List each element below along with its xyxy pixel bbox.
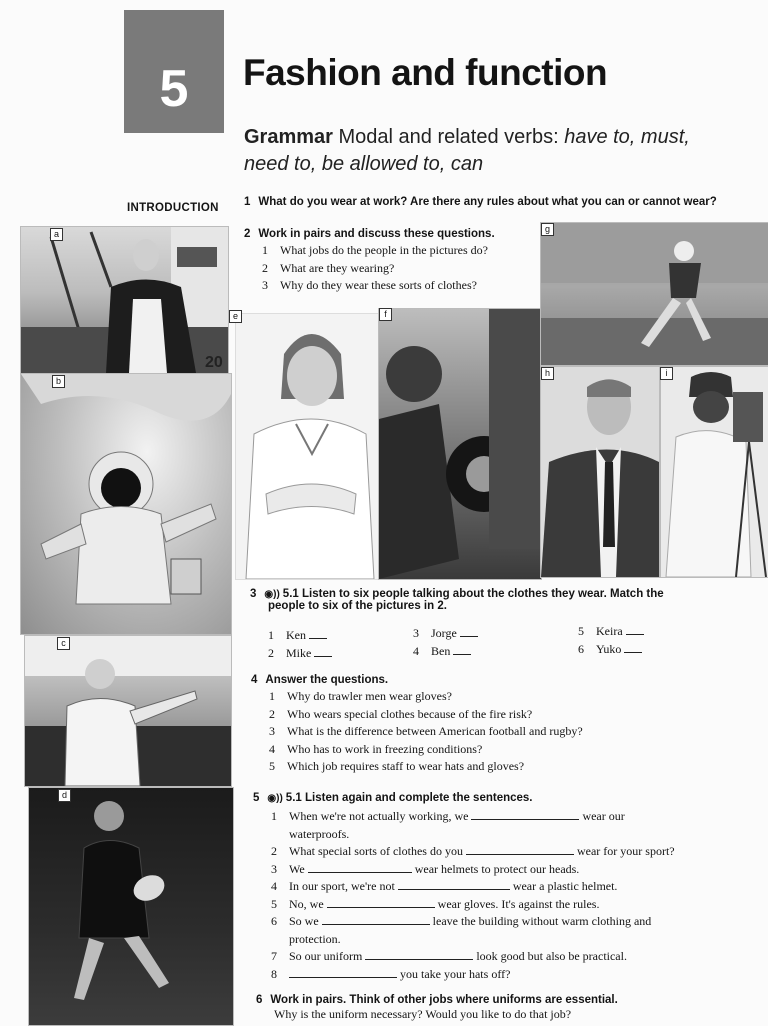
answer-blank[interactable] (327, 897, 435, 908)
photo-label: e (229, 310, 242, 323)
answer-blank[interactable] (289, 967, 397, 978)
list-item: 3 What is the difference between American football and rugby? (269, 724, 583, 738)
grammar-italic: have to, must, need to, be allowed to, can (244, 126, 690, 175)
list-item: 5 Which job requires staff to wear hats and gloves? (269, 759, 525, 773)
photo-i-cameraman (660, 366, 768, 578)
question-2 (244, 228, 544, 295)
unit-number-badge (124, 10, 224, 133)
match-item: 4 Ben (413, 643, 471, 661)
match-item: 2 Mike (268, 645, 332, 663)
answer-blank[interactable] (626, 624, 644, 635)
audio-icon[interactable]: ◉)) (267, 793, 283, 804)
grammar-subtitle (244, 124, 714, 178)
photo-label: i (660, 367, 673, 380)
list-item: 2 What special sorts of clothes do you wear for your sport? (271, 844, 675, 858)
question-number: 1 (244, 196, 251, 208)
question-text: Answer the questions. (265, 674, 389, 686)
match-item: 1 Ken (268, 627, 327, 645)
photo-label: c (57, 637, 70, 650)
list-item-continued: waterproofs. (289, 826, 350, 841)
photo-h-businessman (540, 366, 660, 578)
answer-blank[interactable] (398, 879, 510, 890)
list-item: 8 you take your hats off? (271, 966, 511, 981)
photo-c-flight-attendant (24, 635, 232, 787)
photo-label: d (58, 789, 71, 802)
answer-blank[interactable] (460, 626, 478, 637)
page-title: Fashion and function (243, 52, 608, 93)
photo-f-pit-crew (378, 308, 542, 580)
svg-text:20: 20 (205, 354, 223, 371)
answer-blank[interactable] (308, 862, 412, 873)
unit-number: 5 (159, 60, 189, 118)
answer-blank[interactable] (471, 809, 579, 820)
list-item: 1 When we're not actually working, we wear our (271, 809, 625, 823)
photo-label: b (52, 375, 65, 388)
list-item: 4 In our sport, we're not wear a plastic helmet. (271, 879, 618, 893)
question-text-continued: people to six of the pictures in 2. (268, 600, 447, 612)
list-item: 1 What jobs do the people in the pictures do? (262, 243, 488, 257)
question-text: Work in pairs. Think of other jobs where uniforms are essential. (270, 994, 618, 1006)
question-number: 5 (253, 792, 260, 804)
photo-label: h (541, 367, 554, 380)
photo-label: a (50, 228, 63, 241)
grammar-text: Modal and related verbs: (338, 126, 559, 148)
answer-blank[interactable] (624, 642, 642, 653)
question-text-continued: Why is the uniform necessary? Would you like to do that job? (274, 1007, 572, 1021)
answer-blank[interactable] (365, 949, 473, 960)
sentence-completion-list (271, 808, 741, 983)
list-item-continued: protection. (289, 931, 341, 946)
match-item: 5 Keira (578, 623, 644, 641)
question-6 (256, 994, 736, 1024)
photo-label: g (541, 223, 554, 236)
photo-b-astronaut (20, 373, 232, 635)
photo-label: f (379, 308, 392, 321)
section-label-introduction: INTRODUCTION (127, 202, 219, 214)
question-1 (244, 196, 754, 208)
question-text: Listen again and complete the sentences. (305, 792, 533, 804)
list-item: 5 No, we wear gloves. It's against the rules. (271, 896, 600, 911)
list-item: 7 So our uniform look good but also be practical. (271, 949, 627, 963)
answer-blank[interactable] (466, 844, 574, 855)
match-item: 6 Yuko (578, 641, 642, 659)
question-text: Work in pairs and discuss these questions. (258, 228, 495, 240)
question-text: Listen to six people talking about the clothes they wear. Match the (302, 588, 664, 600)
photo-g-american-football (540, 222, 768, 366)
audio-track: 5.1 (282, 588, 299, 600)
answer-blank[interactable] (309, 628, 327, 639)
answer-blank[interactable] (322, 914, 430, 925)
list-item: 2 Who wears special clothes because of the fire risk? (269, 706, 533, 721)
photo-a-trawler-man (20, 226, 229, 374)
question-4 (251, 674, 691, 776)
audio-icon[interactable]: ◉)) (264, 589, 280, 600)
list-item: 4 Who has to work in freezing conditions? (269, 741, 483, 756)
question-3 (250, 588, 710, 612)
audio-track: 5.1 (285, 792, 302, 804)
question-number: 6 (256, 994, 263, 1006)
photo-e-doctor (235, 313, 379, 580)
question-5 (253, 792, 533, 804)
list-item: 3 We wear helmets to protect our heads. (271, 861, 580, 876)
grammar-label: Grammar (244, 126, 333, 148)
list-item: 2 What are they wearing? (262, 260, 395, 275)
question-text: What do you wear at work? Are there any rules about what you can or cannot wear? (258, 196, 717, 208)
match-item: 3 Jorge (413, 625, 478, 643)
list-item: 1 Why do trawler men wear gloves? (269, 689, 452, 703)
question-number: 4 (251, 674, 258, 686)
photo-d-rugby-player (28, 787, 234, 1026)
answer-blank[interactable] (453, 644, 471, 655)
list-item: 6 So we leave the building without warm clothing and (271, 914, 652, 928)
question-number: 3 (250, 588, 257, 600)
question-number: 2 (244, 228, 251, 240)
list-item: 3 Why do they wear these sorts of clothes? (262, 278, 477, 292)
answer-blank[interactable] (314, 646, 332, 657)
